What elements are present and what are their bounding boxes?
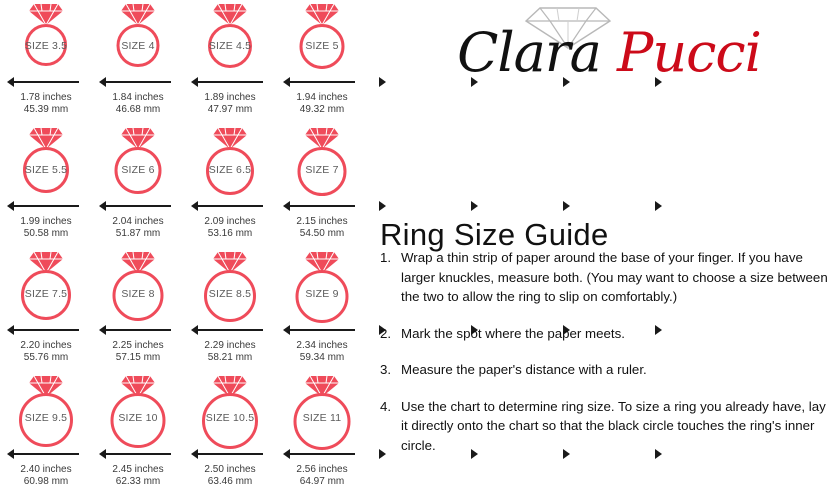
ring-mm: 45.39 mm — [23, 104, 69, 115]
ring-mm: 46.68 mm — [115, 104, 161, 115]
ring-measurement — [296, 92, 347, 116]
ring-inches: 2.56 inches — [296, 464, 348, 475]
ring-illustration — [279, 374, 365, 446]
ring-size-cell — [92, 124, 184, 248]
ring-size-cell — [0, 372, 92, 496]
step-text: Measure the paper's distance with a ruler. — [401, 362, 647, 377]
measure-arrow-icon — [283, 448, 361, 460]
ring-size-cell — [92, 372, 184, 496]
list-item — [380, 397, 832, 456]
chart-row — [0, 0, 368, 124]
ring-measurement — [296, 464, 347, 488]
ring-illustration — [3, 126, 89, 198]
ring-illustration — [187, 2, 273, 74]
chart-row — [0, 372, 368, 496]
ring-mm: 64.97 mm — [299, 476, 345, 487]
ring-measurement — [20, 216, 71, 240]
ring-inches: 2.20 inches — [20, 340, 72, 351]
ring-size-cell — [276, 372, 368, 496]
ring-mm: 59.34 mm — [299, 352, 345, 363]
step-text: Use the chart to determine ring size. To size a ring you already have, lay it directly onto the chart so that the black circle touches the ring's inner circle. — [401, 398, 826, 453]
ring-mm: 57.15 mm — [115, 352, 161, 363]
ring-measurement — [20, 464, 71, 488]
ring-mm: 60.98 mm — [23, 476, 69, 487]
ring-measurement — [204, 464, 255, 488]
step-number: 2. — [380, 325, 392, 341]
ring-size-label: SIZE 9.5 — [24, 412, 68, 424]
ring-inches: 2.04 inches — [112, 216, 164, 227]
ring-illustration — [279, 250, 365, 322]
diamond-gem-icon — [213, 2, 247, 26]
ring-measurement — [204, 340, 255, 364]
brand-logo — [384, 4, 834, 100]
ring-size-cell — [0, 124, 92, 248]
measure-arrow-icon — [191, 76, 269, 88]
ring-mm: 55.76 mm — [23, 352, 69, 363]
ring-inches: 2.09 inches — [204, 216, 256, 227]
ring-size-cell — [184, 0, 276, 124]
list-item — [380, 324, 832, 344]
ring-mm: 54.50 mm — [299, 228, 345, 239]
ring-inches: 1.94 inches — [296, 92, 348, 103]
measure-arrow-icon — [99, 448, 177, 460]
step-number: 4. — [380, 398, 392, 414]
ring-size-cell — [184, 372, 276, 496]
brand-name-second: Pucci — [617, 21, 761, 84]
ring-measurement — [112, 216, 163, 240]
measure-arrow-icon — [99, 200, 177, 212]
ring-mm: 47.97 mm — [207, 104, 253, 115]
measure-arrow-icon — [283, 76, 361, 88]
list-item — [380, 248, 832, 307]
measure-arrow-icon — [283, 200, 361, 212]
measure-arrow-icon — [99, 76, 177, 88]
ring-illustration — [95, 126, 181, 198]
ring-inches: 1.84 inches — [112, 92, 164, 103]
measure-arrow-icon — [7, 200, 85, 212]
ring-illustration — [3, 374, 89, 446]
ring-size-cell — [0, 248, 92, 372]
ring-size-label: SIZE 6 — [121, 164, 155, 176]
ring-measurement — [296, 340, 347, 364]
ring-size-label: SIZE 5.5 — [24, 164, 68, 176]
ring-illustration — [187, 374, 273, 446]
ring-illustration — [95, 374, 181, 446]
ring-inches: 2.25 inches — [112, 340, 164, 351]
ring-size-cell — [276, 0, 368, 124]
ring-illustration — [3, 2, 89, 74]
ring-size-label: SIZE 10.5 — [205, 412, 255, 424]
ring-inches: 1.89 inches — [204, 92, 256, 103]
ring-size-label: SIZE 5 — [305, 40, 339, 52]
ring-size-cell — [92, 0, 184, 124]
diamond-gem-icon — [305, 2, 339, 26]
measure-arrow-icon — [283, 324, 361, 336]
ring-size-label: SIZE 7.5 — [24, 288, 68, 300]
ring-mm: 51.87 mm — [115, 228, 161, 239]
ring-illustration — [279, 2, 365, 74]
ring-inches: 2.29 inches — [204, 340, 256, 351]
ring-illustration — [95, 250, 181, 322]
step-number: 1. — [380, 250, 392, 265]
ring-measurement — [204, 216, 255, 240]
ring-measurement — [112, 340, 163, 364]
ring-size-chart — [0, 0, 368, 501]
ring-mm: 49.32 mm — [299, 104, 345, 115]
ring-inches: 2.40 inches — [20, 464, 72, 475]
ring-inches: 1.99 inches — [20, 216, 72, 227]
ring-size-label: SIZE 6.5 — [208, 164, 252, 176]
measure-arrow-icon — [7, 448, 85, 460]
ring-size-label: SIZE 8 — [121, 288, 155, 300]
ring-size-cell — [276, 124, 368, 248]
page-title: Ring Size Guide — [380, 216, 609, 252]
ring-measurement — [20, 92, 71, 116]
measure-arrow-icon — [191, 200, 269, 212]
ring-illustration — [95, 2, 181, 74]
ring-mm: 62.33 mm — [115, 476, 161, 487]
brand-wordmark — [384, 22, 834, 84]
chart-row — [0, 248, 368, 372]
ring-illustration — [187, 250, 273, 322]
ring-size-label: SIZE 9 — [305, 288, 339, 300]
ring-size-cell — [0, 0, 92, 124]
ring-size-cell — [276, 248, 368, 372]
ring-size-label: SIZE 11 — [302, 412, 342, 424]
ring-size-label: SIZE 4.5 — [208, 40, 252, 52]
measure-arrow-icon — [7, 76, 85, 88]
ring-mm: 53.16 mm — [207, 228, 253, 239]
measure-arrow-icon — [191, 448, 269, 460]
step-number: 3. — [380, 362, 392, 377]
ring-size-cell — [92, 248, 184, 372]
ring-size-label: SIZE 10 — [118, 412, 158, 424]
ring-illustration — [279, 126, 365, 198]
ring-size-label: SIZE 4 — [121, 40, 155, 52]
ring-inches: 2.45 inches — [112, 464, 164, 475]
ring-measurement — [112, 464, 163, 488]
chart-row — [0, 124, 368, 248]
measure-arrow-icon — [99, 324, 177, 336]
measure-arrow-icon — [7, 324, 85, 336]
ring-measurement — [296, 216, 347, 240]
brand-name-first: Clara — [457, 21, 601, 84]
ring-mm: 50.58 mm — [23, 228, 69, 239]
ring-measurement — [20, 340, 71, 364]
ring-size-label: SIZE 8.5 — [208, 288, 252, 300]
ring-inches: 1.78 inches — [20, 92, 72, 103]
ring-size-label: SIZE 3.5 — [24, 40, 68, 52]
ring-mm: 58.21 mm — [207, 352, 253, 363]
step-text: Mark the spot where the paper meets. — [401, 325, 625, 341]
diamond-gem-icon — [29, 2, 63, 26]
step-text: Wrap a thin strip of paper around the base of your finger. If you have larger knuckles, measure both. (You may want to choose a size between the two to allow the ring to slip on comfortably.) — [401, 250, 828, 304]
ring-measurement — [204, 92, 255, 116]
ring-illustration — [3, 250, 89, 322]
ring-size-label: SIZE 7 — [305, 164, 339, 176]
instruction-list — [380, 248, 832, 472]
measure-arrow-icon — [191, 324, 269, 336]
ring-measurement — [112, 92, 163, 116]
guide-panel — [372, 0, 839, 501]
ring-mm: 63.46 mm — [207, 476, 253, 487]
diamond-gem-icon — [121, 2, 155, 26]
ring-inches: 2.15 inches — [296, 216, 348, 227]
ring-size-cell — [184, 124, 276, 248]
ring-inches: 2.50 inches — [204, 464, 256, 475]
ring-illustration — [187, 126, 273, 198]
ring-inches: 2.34 inches — [296, 340, 348, 351]
list-item — [380, 360, 832, 380]
ring-size-cell — [184, 248, 276, 372]
